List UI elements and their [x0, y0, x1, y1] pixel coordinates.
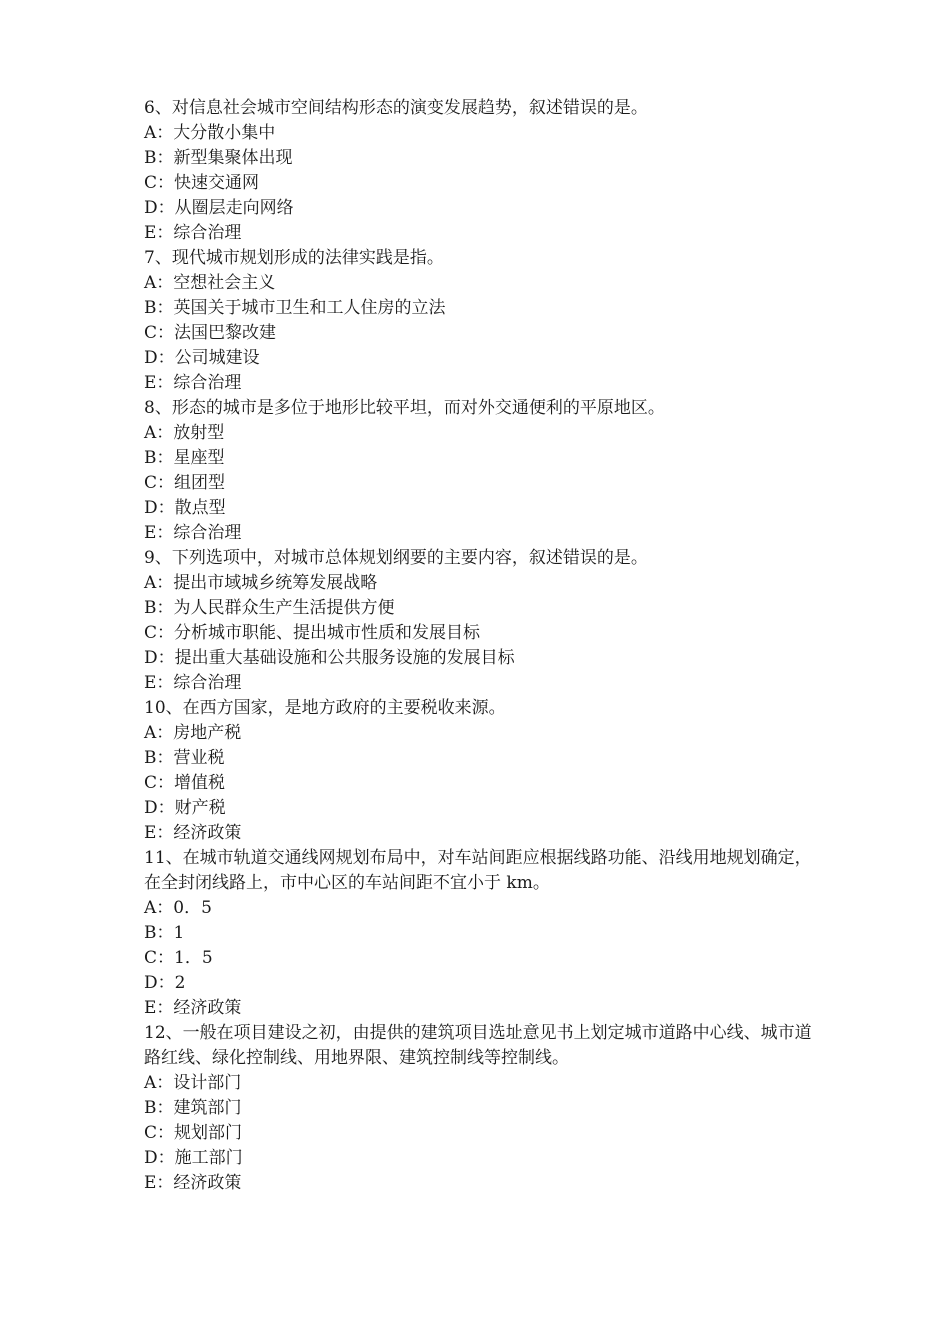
option-a: A：空想社会主义 — [144, 273, 276, 293]
question-6 — [144, 96, 824, 246]
document-page — [144, 96, 824, 1196]
question-8 — [144, 396, 824, 546]
question-text: 9、下列选项中，对城市总体规划纲要的主要内容，叙述错误的是。 — [144, 548, 648, 568]
option-e: E：综合治理 — [144, 223, 242, 243]
question-text: 12、一般在项目建设之初，由提供的建筑项目选址意见书上划定城市道路中心线、城市道路红线、绿化控制线、用地界限、建筑控制线等控制线。 — [144, 1023, 812, 1068]
option-c: C：规划部门 — [144, 1123, 243, 1143]
option-b: B：1 — [144, 923, 185, 943]
question-12 — [144, 1021, 824, 1196]
option-a: A：大分散小集中 — [144, 123, 276, 143]
option-a: A：提出市域城乡统筹发展战略 — [144, 573, 378, 593]
question-text: 11、在城市轨道交通线网规划布局中，对车站间距应根据线路功能、沿线用地规划确定，在全封闭线路上，市中心区的车站间距不宜小于 km。 — [144, 848, 812, 893]
question-9 — [144, 546, 824, 696]
option-e: E：综合治理 — [144, 673, 242, 693]
question-text: 10、在西方国家，是地方政府的主要税收来源。 — [144, 698, 506, 718]
option-d: D：施工部门 — [144, 1148, 243, 1168]
option-e: E：经济政策 — [144, 998, 242, 1018]
question-text: 6、对信息社会城市空间结构形态的演变发展趋势，叙述错误的是。 — [144, 98, 648, 118]
option-d: D：提出重大基础设施和公共服务设施的发展目标 — [144, 648, 515, 668]
option-c: C：组团型 — [144, 473, 226, 493]
option-c: C：增值税 — [144, 773, 226, 793]
option-d: D：散点型 — [144, 498, 226, 518]
option-b: B：建筑部门 — [144, 1098, 242, 1118]
option-a: A：放射型 — [144, 423, 225, 443]
option-d: D：公司城建设 — [144, 348, 260, 368]
question-7 — [144, 246, 824, 396]
option-c: C：法国巴黎改建 — [144, 323, 277, 343]
option-b: B：为人民群众生产生活提供方便 — [144, 598, 395, 618]
option-b: B：新型集聚体出现 — [144, 148, 293, 168]
option-b: B：营业税 — [144, 748, 225, 768]
option-e: E：综合治理 — [144, 373, 242, 393]
option-b: B：星座型 — [144, 448, 225, 468]
option-b: B：英国关于城市卫生和工人住房的立法 — [144, 298, 446, 318]
question-10 — [144, 696, 824, 846]
option-e: E：综合治理 — [144, 523, 242, 543]
option-d: D：财产税 — [144, 798, 226, 818]
option-e: E：经济政策 — [144, 1173, 242, 1193]
option-a: A：房地产税 — [144, 723, 242, 743]
option-a: A：设计部门 — [144, 1073, 242, 1093]
option-e: E：经济政策 — [144, 823, 242, 843]
option-c: C：快速交通网 — [144, 173, 260, 193]
question-text: 8、形态的城市是多位于地形比较平坦，而对外交通便利的平原地区。 — [144, 398, 665, 418]
option-d: D：从圈层走向网络 — [144, 198, 294, 218]
option-c: C：分析城市职能、提出城市性质和发展目标 — [144, 623, 481, 643]
option-d: D：2 — [144, 973, 186, 993]
question-11 — [144, 846, 824, 1021]
option-c: C：1．5 — [144, 948, 213, 968]
question-text: 7、现代城市规划形成的法律实践是指。 — [144, 248, 444, 268]
option-a: A：0．5 — [144, 898, 212, 918]
